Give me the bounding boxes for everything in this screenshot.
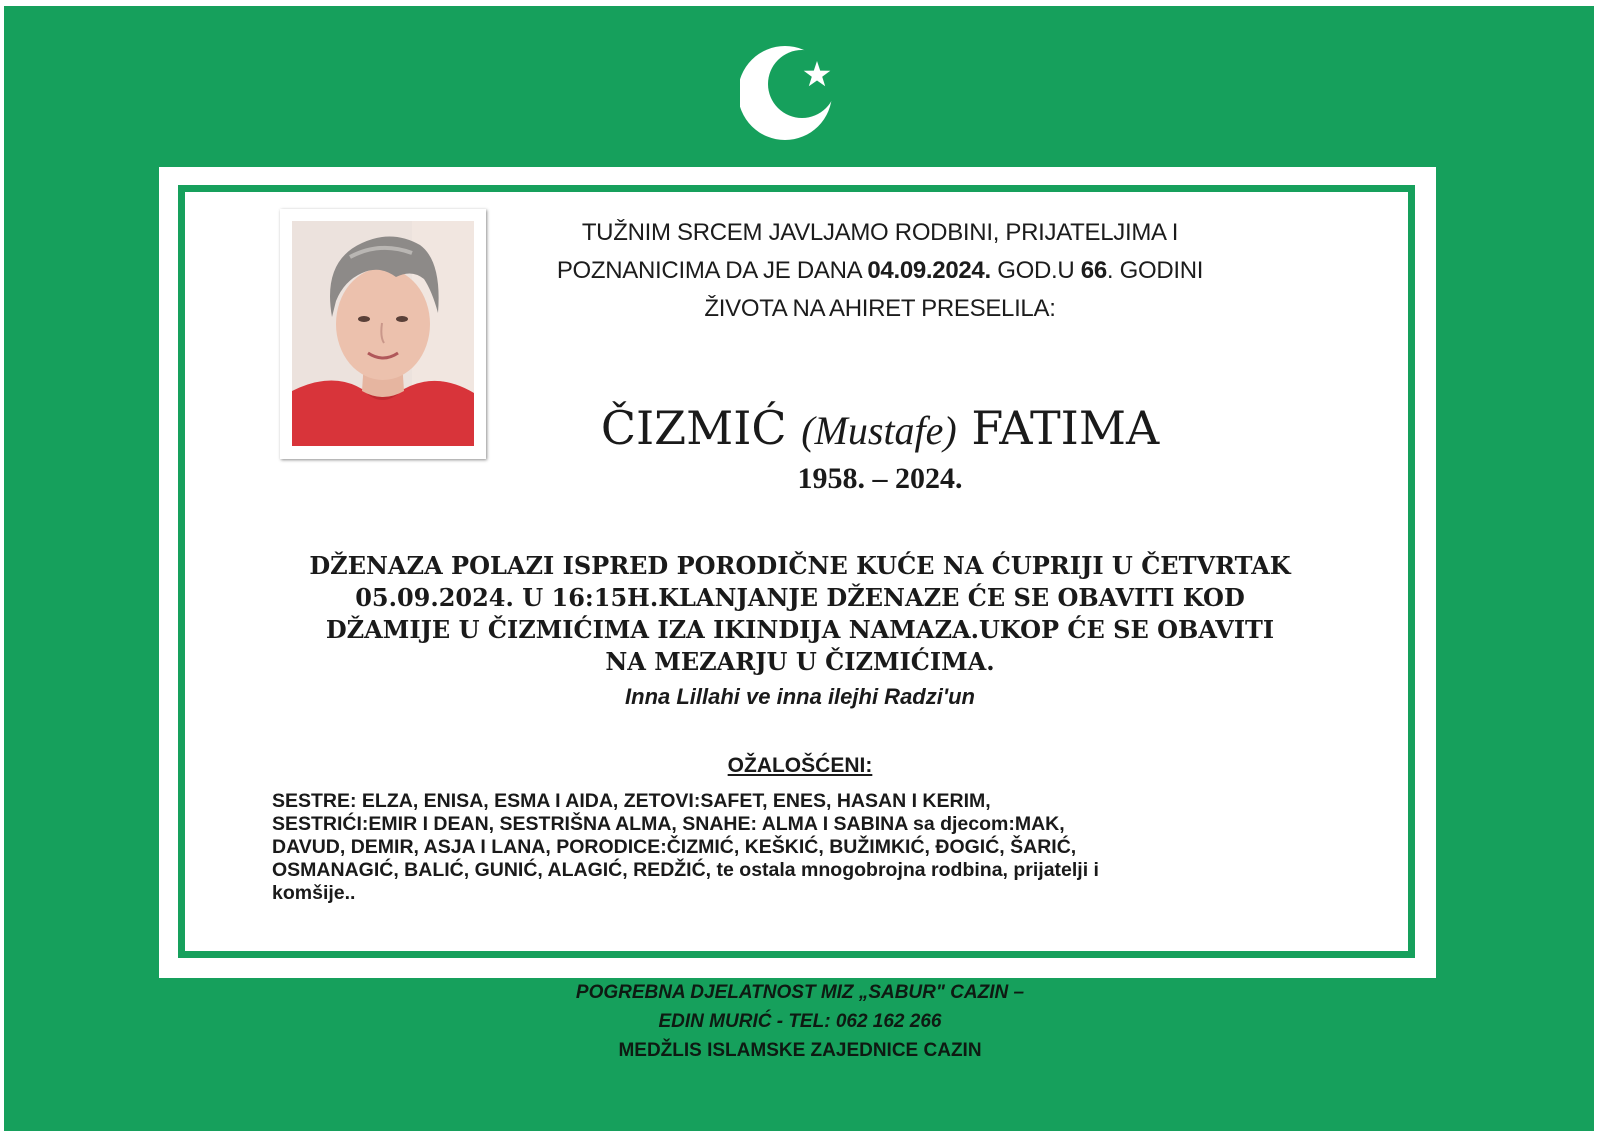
announcement-line-2-mid: GOD.U: [990, 257, 1081, 284]
footer-line-3: MEDŽLIS ISLAMSKE ZAJEDNICE CAZIN: [618, 1040, 982, 1061]
funeral-service-footer: [400, 978, 1200, 1065]
mourners-list: [272, 790, 1322, 905]
life-years: 1958. – 2024.: [797, 462, 963, 495]
crescent-star-icon: [740, 38, 850, 148]
prayer-text: Inna Lillahi ve inna ilejhi Radzi'un: [625, 684, 975, 709]
portrait-photo: [292, 221, 474, 446]
mourners-line-4: OSMANAGIĆ, BALIĆ, GUNIĆ, ALAGIĆ, REDŽIĆ, te ostala mnogobrojna rodbina, prijatelji i: [272, 859, 1099, 881]
mourners-heading: OŽALOŠĆENI:: [727, 754, 873, 777]
deceased-first-name: FATIMA: [971, 401, 1160, 455]
date-of-death: 04.09.2024.: [867, 257, 991, 284]
deceased-surname: ČIZMIĆ: [600, 401, 787, 455]
announcement-line-3: ŽIVOTA NA AHIRET PRESELILA:: [704, 295, 1056, 322]
mourners-line-5: komšije..: [272, 882, 356, 904]
father-name: (Mustafe): [801, 408, 957, 453]
funeral-line-4: NA MEZARJU U ČIZMIĆIMA.: [605, 647, 995, 676]
mourners-line-2: SESTRIĆI:EMIR I DEAN, SESTRIŠNA ALMA, SNAHE: ALMA I SABINA sa djecom:MAK,: [272, 813, 1065, 835]
funeral-line-2: 05.09.2024. U 16:15H.KLANJANJE DŽENAZE ĆE SE OBAVITI KOD: [355, 583, 1245, 612]
funeral-details: [250, 550, 1350, 678]
announcement-line-2-start: POZNANICIMA DA JE DANA: [556, 257, 868, 284]
announcement-text: [500, 214, 1260, 328]
announcement-line-2-end: . GODINI: [1106, 257, 1204, 284]
mourners-line-1: SESTRE: ELZA, ENISA, ESMA I AIDA, ZETOVI:SAFET, ENES, HASAN I KERIM,: [272, 790, 991, 812]
announcement-line-2: [500, 252, 1260, 290]
mourners-line-3: DAVUD, DEMIR, ASJA I LANA, PORODICE:ČIZMIĆ, KEŠKIĆ, BUŽIMKIĆ, ĐOGIĆ, ŠARIĆ,: [272, 836, 1077, 858]
footer-line-1: POGREBNA DJELATNOST MIZ „SABUR" CAZIN –: [575, 982, 1025, 1003]
funeral-line-1: DŽENAZA POLAZI ISPRED PORODIČNE KUĆE NA ĆUPRIJI U ČETVRTAK: [309, 551, 1291, 580]
portrait-frame: [280, 209, 486, 459]
age-value: 66: [1080, 257, 1107, 284]
footer-line-2: EDIN MURIĆ - TEL: 062 162 266: [658, 1011, 942, 1032]
funeral-line-3: DŽAMIJE U ČIZMIĆIMA IZA IKINDIJA NAMAZA.UKOP ĆE SE OBAVITI: [325, 615, 1275, 644]
announcement-line-1: TUŽNIM SRCEM JAVLJAMO RODBINI, PRIJATELJIMA I: [581, 219, 1179, 246]
deceased-name: [500, 400, 1260, 459]
